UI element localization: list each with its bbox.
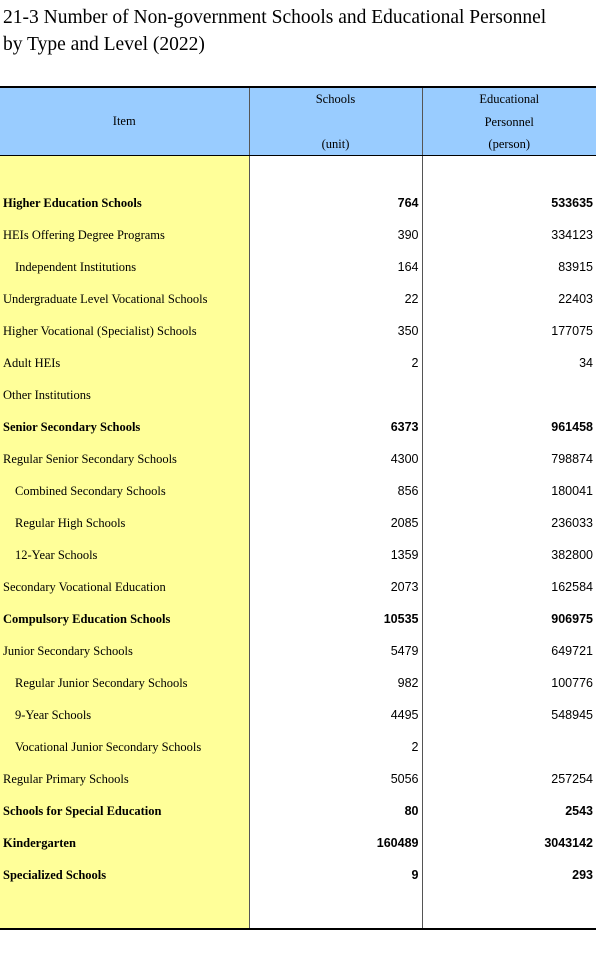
row-personnel: 100776 (551, 676, 593, 690)
row-personnel: 798874 (551, 452, 593, 466)
row-personnel: 83915 (558, 260, 593, 274)
spacer-row (0, 891, 596, 929)
row-label: Kindergarten (0, 827, 249, 859)
header-item: Item (0, 87, 249, 155)
row-label: Specialized Schools (0, 859, 249, 891)
row-label: Undergraduate Level Vocational Schools (0, 283, 249, 315)
table-row (0, 539, 596, 571)
row-schools: 9 (249, 859, 422, 891)
row-schools: 2085 (249, 507, 422, 539)
table-row (0, 347, 596, 379)
header-schools-label: Schools (315, 92, 356, 106)
row-label: 9-Year Schools (0, 699, 249, 731)
table-row (0, 763, 596, 795)
table-header-row (0, 87, 596, 155)
page-title (3, 4, 595, 58)
title-line-2: by Type and Level (2022) (3, 34, 205, 55)
row-label: Senior Secondary Schools (0, 411, 249, 443)
table-row (0, 859, 596, 891)
row-label: Regular Primary Schools (0, 763, 249, 795)
row-label: Secondary Vocational Education (0, 571, 249, 603)
row-schools: 2073 (249, 571, 422, 603)
row-schools: 350 (249, 315, 422, 347)
row-schools: 4300 (249, 443, 422, 475)
row-schools: 4495 (249, 699, 422, 731)
row-schools: 160489 (249, 827, 422, 859)
row-label: Combined Secondary Schools (0, 475, 249, 507)
row-schools: 80 (249, 795, 422, 827)
data-table-container (0, 86, 596, 930)
row-label: Compulsory Education Schools (0, 603, 249, 635)
row-schools: 2 (249, 347, 422, 379)
row-personnel: 180041 (551, 484, 593, 498)
row-label: Adult HEIs (0, 347, 249, 379)
row-label: Independent Institutions (0, 251, 249, 283)
row-label: Regular Junior Secondary Schools (0, 667, 249, 699)
title-line-1: 21-3 Number of Non-government Schools and Educational Personnel (3, 7, 547, 28)
table-row (0, 379, 596, 411)
table-row (0, 571, 596, 603)
header-personnel (422, 87, 596, 155)
row-personnel: 162584 (551, 580, 593, 594)
row-personnel: 3043142 (544, 836, 593, 850)
row-personnel: 236033 (551, 516, 593, 530)
row-label: Higher Education Schools (0, 187, 249, 219)
row-personnel: 334123 (551, 228, 593, 242)
row-personnel: 257254 (551, 772, 593, 786)
row-schools: 982 (249, 667, 422, 699)
table-row (0, 667, 596, 699)
row-personnel: 906975 (551, 612, 593, 626)
table-row (0, 507, 596, 539)
table-row (0, 283, 596, 315)
row-schools (249, 379, 422, 411)
header-personnel-label-1: Educational (479, 92, 540, 106)
table-row (0, 795, 596, 827)
row-label: Junior Secondary Schools (0, 635, 249, 667)
row-personnel (422, 379, 596, 411)
row-label: Other Institutions (0, 379, 249, 411)
table-row (0, 187, 596, 219)
row-personnel: 22403 (558, 292, 593, 306)
header-schools (249, 87, 422, 155)
header-personnel-label-2: Personnel (484, 114, 534, 129)
table-row (0, 411, 596, 443)
row-schools: 1359 (249, 539, 422, 571)
spacer-row (0, 155, 596, 187)
table-row (0, 475, 596, 507)
row-label: Regular Senior Secondary Schools (0, 443, 249, 475)
row-label: Higher Vocational (Specialist) Schools (0, 315, 249, 347)
table-row (0, 443, 596, 475)
row-schools: 5479 (249, 635, 422, 667)
row-label: 12-Year Schools (0, 539, 249, 571)
table-row (0, 731, 596, 763)
header-personnel-unit: (person) (488, 137, 531, 151)
row-schools: 5056 (249, 763, 422, 795)
row-personnel: 649721 (551, 644, 593, 658)
row-schools: 22 (249, 283, 422, 315)
row-schools: 10535 (249, 603, 422, 635)
table-row (0, 251, 596, 283)
table-row (0, 315, 596, 347)
table-row (0, 699, 596, 731)
row-schools: 164 (249, 251, 422, 283)
header-schools-unit: (unit) (321, 137, 350, 151)
row-label: HEIs Offering Degree Programs (0, 219, 249, 251)
row-personnel: 177075 (551, 324, 593, 338)
row-personnel: 533635 (551, 196, 593, 210)
row-schools: 856 (249, 475, 422, 507)
row-personnel: 34 (579, 356, 593, 370)
table-row (0, 635, 596, 667)
row-personnel (422, 731, 596, 763)
row-personnel: 382800 (551, 548, 593, 562)
row-schools: 390 (249, 219, 422, 251)
row-label: Schools for Special Education (0, 795, 249, 827)
schools-table (0, 86, 596, 930)
row-personnel: 548945 (551, 708, 593, 722)
row-schools: 6373 (249, 411, 422, 443)
table-row (0, 827, 596, 859)
table-row (0, 603, 596, 635)
row-personnel: 2543 (565, 804, 593, 818)
row-label: Vocational Junior Secondary Schools (0, 731, 249, 763)
row-schools: 764 (249, 187, 422, 219)
row-personnel: 961458 (551, 420, 593, 434)
row-label: Regular High Schools (0, 507, 249, 539)
row-schools: 2 (249, 731, 422, 763)
row-personnel: 293 (572, 868, 593, 882)
table-row (0, 219, 596, 251)
